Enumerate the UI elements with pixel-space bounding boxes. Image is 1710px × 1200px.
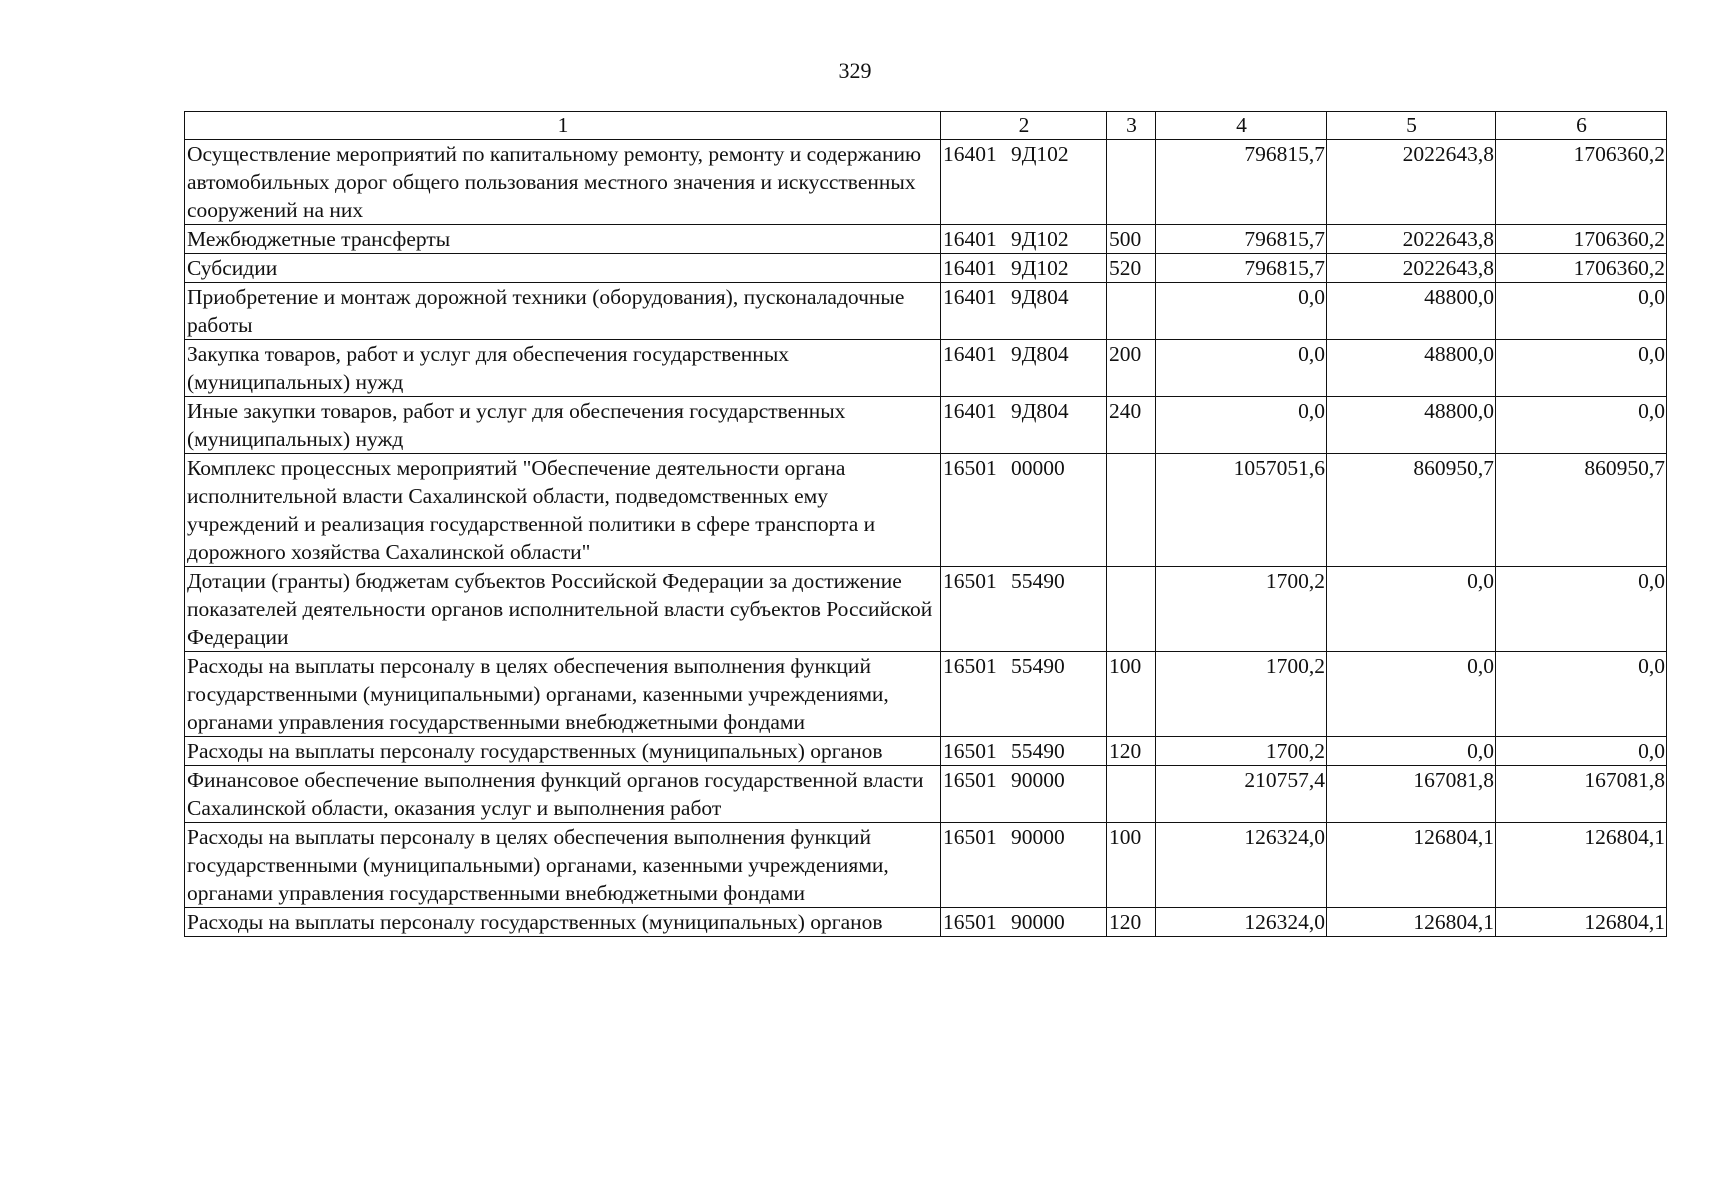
expense-type-code <box>1107 283 1156 340</box>
amount-v5: 0,0 <box>1327 567 1496 652</box>
direction-code: 55490 <box>1011 739 1065 763</box>
target-article-code <box>941 823 1107 908</box>
amount-v5: 0,0 <box>1327 737 1496 766</box>
amount-v4: 126324,0 <box>1156 908 1327 937</box>
program-code: 16401 <box>943 142 997 166</box>
row-name: Расходы на выплаты персоналу в целях обеспечения выполнения функций государственными (муниципальными) органами, казенными учреждениями, органами управления государственными внебюджетными фондами <box>185 652 941 737</box>
target-article-code <box>941 340 1107 397</box>
amount-v6: 0,0 <box>1496 340 1667 397</box>
amount-v4: 796815,7 <box>1156 254 1327 283</box>
table-row <box>185 340 1667 397</box>
program-code: 16501 <box>943 739 997 763</box>
amount-v4: 0,0 <box>1156 397 1327 454</box>
program-code: 16401 <box>943 227 997 251</box>
expense-type-code <box>1107 766 1156 823</box>
expense-type-code: 200 <box>1107 340 1156 397</box>
direction-code: 9Д102 <box>1011 256 1069 280</box>
expense-type-code <box>1107 140 1156 225</box>
amount-v5: 48800,0 <box>1327 397 1496 454</box>
target-article-code <box>941 283 1107 340</box>
row-name: Субсидии <box>185 254 941 283</box>
expense-type-code: 520 <box>1107 254 1156 283</box>
table-row <box>185 823 1667 908</box>
amount-v4: 1700,2 <box>1156 652 1327 737</box>
program-code: 16501 <box>943 456 997 480</box>
amount-v5: 48800,0 <box>1327 340 1496 397</box>
amount-v4: 210757,4 <box>1156 766 1327 823</box>
row-name: Межбюджетные трансферты <box>185 225 941 254</box>
amount-v6: 126804,1 <box>1496 908 1667 937</box>
row-name: Приобретение и монтаж дорожной техники (оборудования), пусконаладочные работы <box>185 283 941 340</box>
direction-code: 9Д804 <box>1011 342 1069 366</box>
amount-v4: 1057051,6 <box>1156 454 1327 567</box>
amount-v6: 0,0 <box>1496 283 1667 340</box>
row-name: Финансовое обеспечение выполнения функций органов государственной власти Сахалинской области, оказания услуг и выполнения работ <box>185 766 941 823</box>
target-article-code <box>941 225 1107 254</box>
column-header: 5 <box>1327 112 1496 140</box>
column-header: 1 <box>185 112 941 140</box>
row-name: Расходы на выплаты персоналу государственных (муниципальных) органов <box>185 908 941 937</box>
table-row <box>185 454 1667 567</box>
expense-type-code <box>1107 454 1156 567</box>
amount-v5: 48800,0 <box>1327 283 1496 340</box>
target-article-code <box>941 766 1107 823</box>
target-article-code <box>941 397 1107 454</box>
amount-v4: 0,0 <box>1156 283 1327 340</box>
amount-v6: 1706360,2 <box>1496 225 1667 254</box>
page-number: 329 <box>838 58 872 83</box>
direction-code: 00000 <box>1011 456 1065 480</box>
amount-v5: 2022643,8 <box>1327 140 1496 225</box>
column-header: 6 <box>1496 112 1667 140</box>
table-row <box>185 283 1667 340</box>
amount-v6: 1706360,2 <box>1496 254 1667 283</box>
amount-v5: 126804,1 <box>1327 823 1496 908</box>
amount-v5: 167081,8 <box>1327 766 1496 823</box>
amount-v6: 0,0 <box>1496 652 1667 737</box>
target-article-code <box>941 140 1107 225</box>
program-code: 16501 <box>943 768 997 792</box>
program-code: 16501 <box>943 910 997 934</box>
table-row <box>185 254 1667 283</box>
direction-code: 90000 <box>1011 910 1065 934</box>
expense-type-code <box>1107 567 1156 652</box>
target-article-code <box>941 454 1107 567</box>
row-name: Закупка товаров, работ и услуг для обеспечения государственных (муниципальных) нужд <box>185 340 941 397</box>
table-row <box>185 737 1667 766</box>
expense-type-code: 100 <box>1107 823 1156 908</box>
table-row <box>185 225 1667 254</box>
amount-v4: 0,0 <box>1156 340 1327 397</box>
program-code: 16401 <box>943 399 997 423</box>
table-row <box>185 567 1667 652</box>
direction-code: 90000 <box>1011 825 1065 849</box>
direction-code: 55490 <box>1011 654 1065 678</box>
program-code: 16501 <box>943 569 997 593</box>
row-name: Дотации (гранты) бюджетам субъектов Российской Федерации за достижение показателей деятельности органов исполнительной власти субъектов Российской Федерации <box>185 567 941 652</box>
target-article-code <box>941 567 1107 652</box>
amount-v4: 1700,2 <box>1156 737 1327 766</box>
row-name: Иные закупки товаров, работ и услуг для обеспечения государственных (муниципальных) нужд <box>185 397 941 454</box>
direction-code: 9Д102 <box>1011 142 1069 166</box>
direction-code: 55490 <box>1011 569 1065 593</box>
table-row <box>185 908 1667 937</box>
row-name: Комплекс процессных мероприятий "Обеспечение деятельности органа исполнительной власти Сахалинской области, подведомственных ему учреждений и реализация государственной политики в сфере транспорта и дорожного хозяйства Сахалинской области" <box>185 454 941 567</box>
direction-code: 9Д804 <box>1011 285 1069 309</box>
program-code: 16401 <box>943 256 997 280</box>
amount-v4: 796815,7 <box>1156 225 1327 254</box>
program-code: 16501 <box>943 654 997 678</box>
amount-v5: 2022643,8 <box>1327 254 1496 283</box>
amount-v4: 796815,7 <box>1156 140 1327 225</box>
direction-code: 90000 <box>1011 768 1065 792</box>
amount-v6: 860950,7 <box>1496 454 1667 567</box>
amount-v4: 1700,2 <box>1156 567 1327 652</box>
amount-v6: 167081,8 <box>1496 766 1667 823</box>
amount-v5: 2022643,8 <box>1327 225 1496 254</box>
expense-type-code: 240 <box>1107 397 1156 454</box>
amount-v6: 0,0 <box>1496 397 1667 454</box>
target-article-code <box>941 737 1107 766</box>
column-header: 3 <box>1107 112 1156 140</box>
amount-v5: 126804,1 <box>1327 908 1496 937</box>
amount-v6: 0,0 <box>1496 737 1667 766</box>
column-header: 2 <box>941 112 1107 140</box>
direction-code: 9Д102 <box>1011 227 1069 251</box>
column-header: 4 <box>1156 112 1327 140</box>
amount-v5: 860950,7 <box>1327 454 1496 567</box>
program-code: 16501 <box>943 825 997 849</box>
table-row <box>185 397 1667 454</box>
row-name: Осуществление мероприятий по капитальному ремонту, ремонту и содержанию автомобильных дорог общего пользования местного значения и искусственных сооружений на них <box>185 140 941 225</box>
row-name: Расходы на выплаты персоналу государственных (муниципальных) органов <box>185 737 941 766</box>
expense-type-code: 120 <box>1107 908 1156 937</box>
direction-code: 9Д804 <box>1011 399 1069 423</box>
expense-type-code: 120 <box>1107 737 1156 766</box>
expense-type-code: 100 <box>1107 652 1156 737</box>
target-article-code <box>941 254 1107 283</box>
amount-v4: 126324,0 <box>1156 823 1327 908</box>
amount-v6: 0,0 <box>1496 567 1667 652</box>
table-row <box>185 766 1667 823</box>
target-article-code <box>941 652 1107 737</box>
row-name: Расходы на выплаты персоналу в целях обеспечения выполнения функций государственными (муниципальными) органами, казенными учреждениями, органами управления государственными внебюджетными фондами <box>185 823 941 908</box>
budget-table <box>184 111 1667 937</box>
amount-v6: 1706360,2 <box>1496 140 1667 225</box>
amount-v5: 0,0 <box>1327 652 1496 737</box>
program-code: 16401 <box>943 285 997 309</box>
target-article-code <box>941 908 1107 937</box>
table-row <box>185 652 1667 737</box>
table-header-row <box>185 112 1667 140</box>
table-row <box>185 140 1667 225</box>
expense-type-code: 500 <box>1107 225 1156 254</box>
amount-v6: 126804,1 <box>1496 823 1667 908</box>
program-code: 16401 <box>943 342 997 366</box>
